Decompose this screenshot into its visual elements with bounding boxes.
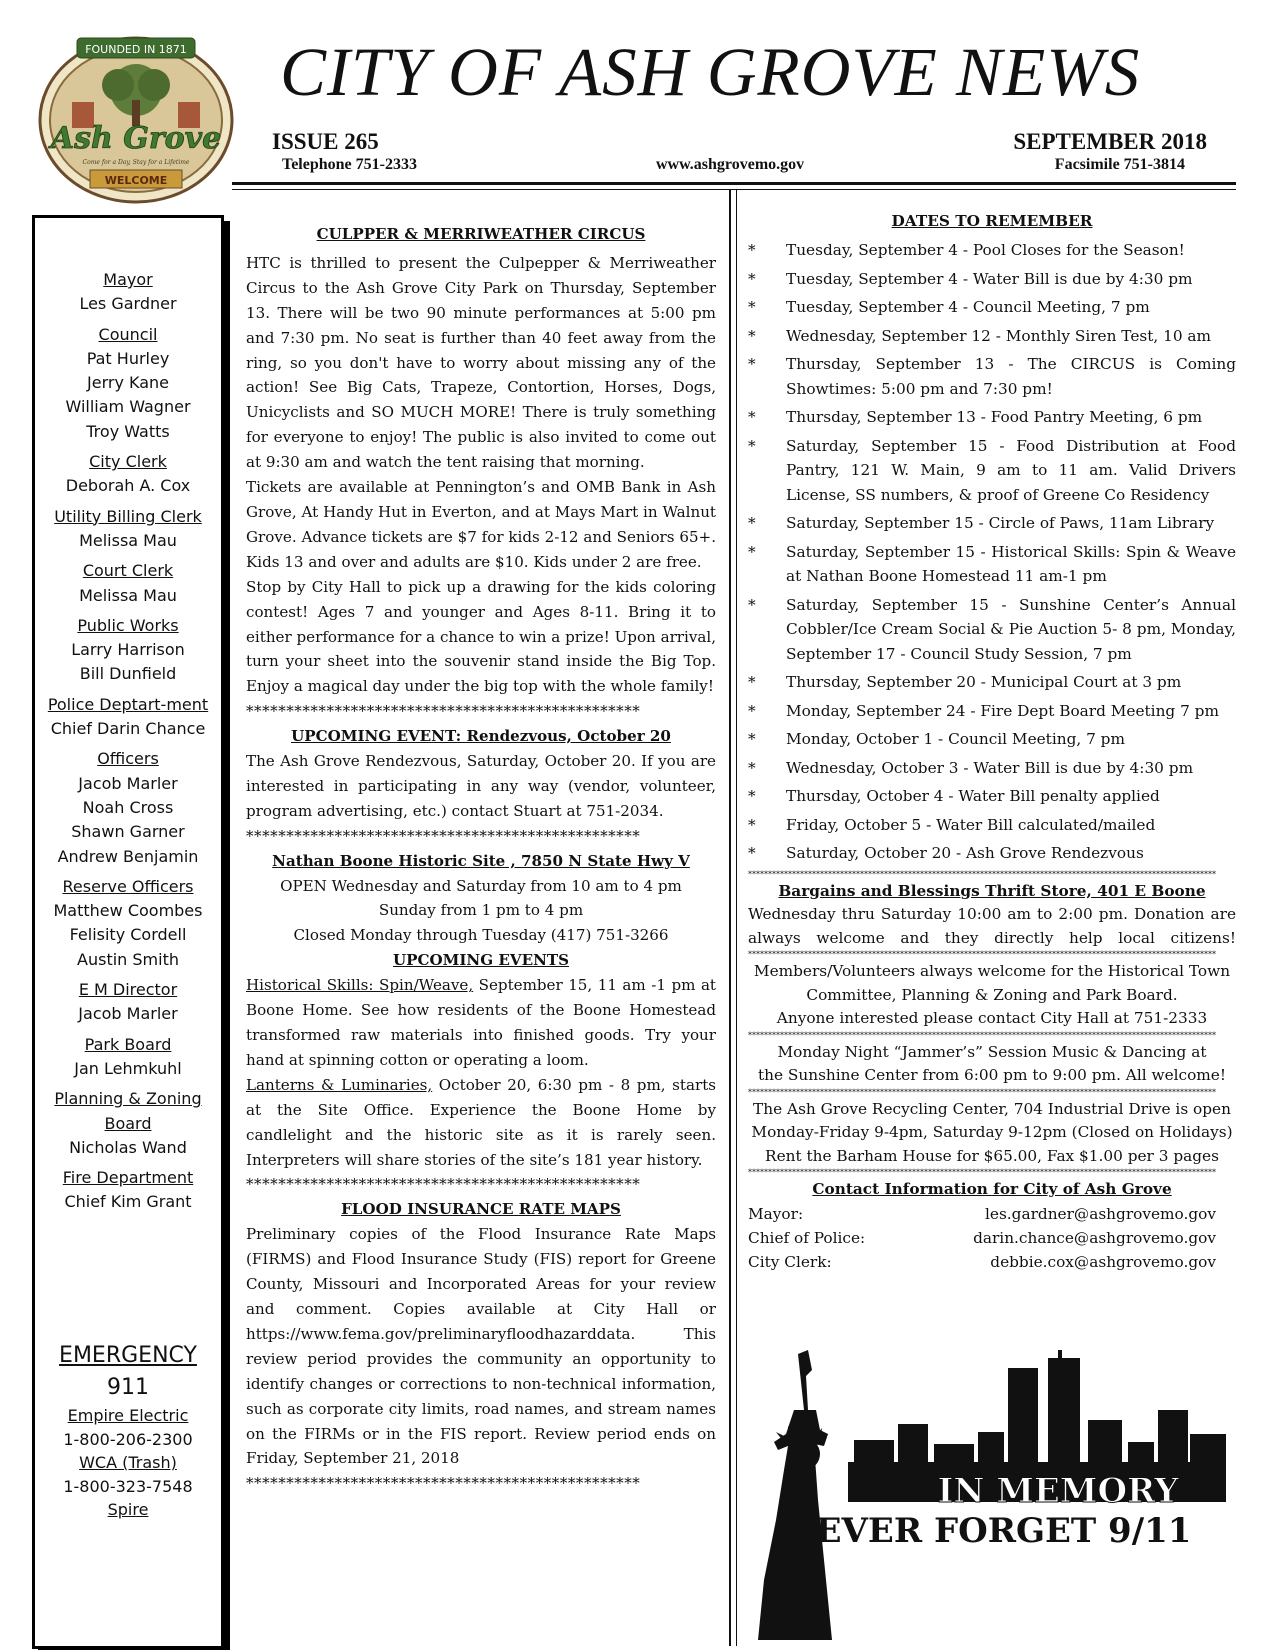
official-name: Noah Cross <box>82 797 174 817</box>
date-text: Saturday, September 15 - Historical Skills: Spin & Weave at Nathan Boone Homestead 11 am-1 pm <box>786 542 1236 585</box>
date-item <box>748 756 1236 781</box>
contact-email-link[interactable]: darin.chance@ashgrovemo.gov <box>973 1228 1216 1247</box>
star-separator: ************************************************* <box>246 826 641 845</box>
official-name: Nicholas Wand <box>69 1137 187 1157</box>
logo-name: Ash Grove <box>50 121 222 156</box>
boone-hours: Closed Monday through Tuesday (417) 751-3266 <box>293 926 669 945</box>
utility-name: Spire <box>107 1500 149 1519</box>
official-name: Andrew Benjamin <box>57 846 199 866</box>
role-title: Park Board <box>84 1034 172 1054</box>
contact-row <box>748 1202 1236 1226</box>
bullet-icon: * <box>748 542 756 561</box>
date-text: Thursday, September 13 - The CIRCUS is Coming Showtimes: 5:00 pm and 7:30 pm! <box>786 355 1236 398</box>
dot-separator: ********************************************************************************************************************* <box>748 1030 1216 1040</box>
volunteers-line: Anyone interested please contact City Hall at 751-2333 <box>776 1009 1208 1027</box>
bullet-icon: * <box>748 844 756 862</box>
event-paragraph <box>246 1073 716 1173</box>
jammers-line: Monday Night “Jammer’s” Session Music & Dancing at <box>777 1042 1207 1061</box>
thrift-heading: Bargains and Blessings Thrift Store, 401 E Boone <box>778 881 1206 900</box>
date-item <box>748 405 1236 430</box>
bullet-icon: * <box>748 673 756 691</box>
event-text: September 15, 11 am -1 pm at Boone Home. See how residents of the Boone Homestead transformed raw materials into finished goods. Try your hand at spinning cotton or operating a loom. <box>246 976 717 1069</box>
issue-number: ISSUE 265 <box>272 129 379 154</box>
bullet-icon: * <box>748 595 756 614</box>
boone-heading: Nathan Boone Historic Site , 7850 N State Hwy V <box>272 851 690 870</box>
date-item <box>748 813 1236 838</box>
role-title: Planning & Zoning Board <box>54 1089 202 1133</box>
dates-heading: DATES TO REMEMBER <box>891 212 1093 230</box>
logo-top-text: FOUNDED IN 1871 <box>85 43 187 56</box>
emergency-number: 911 <box>107 1375 149 1400</box>
event-name: Historical Skills: Spin/Weave, <box>246 976 474 995</box>
star-separator: ************************************************* <box>246 1474 641 1493</box>
website-link[interactable]: www.ashgrovemo.gov <box>656 156 805 173</box>
memorial-line1: IN MEMORY <box>937 1471 1179 1511</box>
official-name: Chief Kim Grant <box>64 1192 192 1212</box>
official-name: Austin Smith <box>77 949 179 969</box>
date-text: Wednesday, September 12 - Monthly Siren Test, 10 am <box>786 326 1212 345</box>
logo-banner: WELCOME <box>104 174 168 187</box>
contact-email-link[interactable]: debbie.cox@ashgrovemo.gov <box>990 1252 1216 1271</box>
date-text: Wednesday, October 3 - Water Bill is due by 4:30 pm <box>786 758 1194 777</box>
upcoming-events-heading: UPCOMING EVENTS <box>392 951 570 970</box>
contact-email-link[interactable]: les.gardner@ashgrovemo.gov <box>985 1204 1216 1223</box>
memorial-line2: NEVER FORGET 9/11 <box>784 1511 1192 1551</box>
dot-separator: ********************************************************************************************************************* <box>748 1087 1216 1097</box>
rendezvous-body: The Ash Grove Rendezvous, Saturday, October 20. If you are interested in participating in any way (vendor, volunteer, program advertising, etc.) contact Stuart at 751-2034. <box>246 752 716 820</box>
date-item <box>748 784 1236 809</box>
date-text: Saturday, October 20 - Ash Grove Rendezvous <box>786 844 1144 862</box>
dot-separator: ********************************************************************************************************************* <box>748 869 1216 879</box>
contact-row <box>748 1226 1236 1250</box>
bullet-icon: * <box>748 787 756 805</box>
date-item <box>748 699 1236 724</box>
role-title: Police Deptart-ment <box>47 694 209 714</box>
official-name: Bill Dunfield <box>79 664 177 684</box>
date-text: Tuesday, September 4 - Water Bill is due by 4:30 pm <box>786 269 1193 288</box>
date-text: Tuesday, September 4 - Council Meeting, 7 pm <box>786 298 1150 316</box>
date-text: Thursday, September 20 - Municipal Court at 3 pm <box>786 673 1182 691</box>
official-name: Pat Hurley <box>86 348 170 368</box>
issue-date: SEPTEMBER 2018 <box>1013 129 1207 154</box>
telephone: Telephone 751-2333 <box>282 156 417 173</box>
date-item <box>748 540 1236 589</box>
statue-of-liberty-icon <box>758 1350 832 1640</box>
bullet-icon: * <box>748 514 756 532</box>
star-separator: ************************************************* <box>246 702 641 721</box>
city-logo <box>32 30 240 204</box>
flood-heading: FLOOD INSURANCE RATE MAPS <box>341 1200 621 1219</box>
emergency-label: EMERGENCY <box>59 1343 197 1368</box>
header-rule-thin <box>232 189 1236 190</box>
role-title: Court Clerk <box>82 561 174 581</box>
star-separator: ************************************************* <box>246 1175 641 1194</box>
emergency-box <box>35 1340 221 1522</box>
date-text: Friday, October 5 - Water Bill calculated/mailed <box>786 815 1156 834</box>
volunteers-line: Members/Volunteers always welcome for the Historical Town <box>753 962 1231 980</box>
role-title: Utility Billing Clerk <box>54 506 202 526</box>
recycling-line: Rent the Barham House for $65.00, Fax $1.00 per 3 pages <box>765 1146 1219 1165</box>
date-text: Saturday, September 15 - Food Distribution at Food Pantry, 121 W. Main, 9 am to 11 am. Valid Drivers License, SS numbers, & proof of Greene Co Residency <box>786 436 1236 504</box>
official-name: Deborah A. Cox <box>65 476 191 496</box>
date-text: Monday, September 24 - Fire Dept Board Meeting 7 pm <box>786 701 1219 720</box>
circus-paragraph: Tickets are available at Pennington’s and OMB Bank in Ash Grove, At Handy Hut in Everton, and at Mays Mart in Walnut Grove. Advance tickets are $7 for kids 2-12 and Seniors 65+. Kids 13 and over and adults are $10. Kids under 2 are free. <box>246 478 716 571</box>
contact-role: Chief of Police: <box>748 1228 866 1247</box>
recycling-line: Monday-Friday 9-4pm, Saturday 9-12pm (Closed on Holidays) <box>751 1123 1233 1141</box>
role-title: Council <box>98 324 158 344</box>
bullet-icon: * <box>748 436 756 455</box>
dot-separator: ********************************************************************************************************************* <box>748 950 1216 959</box>
official-name: Jacob Marler <box>78 773 178 793</box>
utility-phone: 1-800-206-2300 <box>63 1429 193 1449</box>
thrift-body: Wednesday thru Saturday 10:00 am to 2:00 pm. Donation are always welcome and they directly help local citizens! <box>748 905 1236 947</box>
official-name: Jerry Kane <box>87 373 169 393</box>
date-item <box>748 670 1236 695</box>
bullet-icon: * <box>748 355 756 373</box>
contact-role: City Clerk: <box>748 1252 832 1271</box>
bullet-icon: * <box>748 241 756 259</box>
official-name: William Wagner <box>65 397 191 417</box>
bullet-icon: * <box>748 408 756 426</box>
column-divider <box>729 190 731 1646</box>
bullet-icon: * <box>748 815 756 834</box>
jammers-line: the Sunshine Center from 6:00 pm to 9:00 pm. All welcome! <box>757 1066 1227 1084</box>
official-name: Troy Watts <box>86 421 170 441</box>
date-text: Monday, October 1 - Council Meeting, 7 pm <box>786 730 1125 748</box>
date-item <box>748 434 1236 508</box>
boone-hours: OPEN Wednesday and Saturday from 10 am to 4 pm <box>280 876 682 895</box>
role-title: E M Director <box>78 980 178 1000</box>
role-title: Mayor <box>103 270 153 289</box>
role-title: Public Works <box>77 615 179 635</box>
official-name: Melissa Mau <box>79 530 177 550</box>
event-paragraph <box>246 973 716 1073</box>
official-name: Chief Darin Chance <box>50 719 206 739</box>
official-name: Matthew Coombes <box>53 901 203 921</box>
newsletter-title: CITY OF ASH GROVE NEWS <box>280 34 1141 110</box>
bullet-icon: * <box>748 758 756 777</box>
logo-motto: Come for a Day, Stay for a Lifetime <box>82 159 190 166</box>
bullet-icon: * <box>748 298 756 316</box>
contact-row <box>748 1250 1236 1274</box>
circus-heading: CULPPER & MERRIWEATHER CIRCUS <box>316 225 646 243</box>
column-divider-thin <box>736 190 737 1646</box>
sidebar-directory <box>32 215 224 1649</box>
role-title: Reserve Officers <box>62 876 194 896</box>
date-text: Saturday, September 15 - Circle of Paws, 11am Library <box>786 514 1215 532</box>
official-name: Felisity Cordell <box>69 925 187 945</box>
dates-list <box>748 238 1236 866</box>
date-item <box>748 841 1236 866</box>
utility-name: WCA (Trash) <box>79 1453 177 1472</box>
official-name: Larry Harrison <box>71 640 185 660</box>
date-text: Saturday, September 15 - Sunshine Center’s Annual Cobbler/Ice Cream Social & Pie Auction 5- 8 pm, Monday, September 17 - Council Study Session, 7 pm <box>786 595 1236 663</box>
officials-list <box>35 268 221 1215</box>
facsimile: Facsimile 751-3814 <box>1054 156 1185 173</box>
date-text: Thursday, September 13 - Food Pantry Meeting, 6 pm <box>786 408 1203 426</box>
date-text: Tuesday, September 4 - Pool Closes for the Season! <box>786 241 1185 259</box>
memorial-graphic <box>758 1350 1226 1640</box>
circus-paragraph: HTC is thrilled to present the Culpepper & Merriweather Circus to the Ash Grove City Park on Thursday, September 13. There will be two 90 minute performances at 5:00 pm and 7:30 pm. No seat is further than 40 feet away from the ring, so you don't have to worry about missing any of the action! See Big Cats, Trapeze, Contortion, Horses, Dogs, Unicyclists and SO MUCH MORE! There is truly something for everyone to enjoy! The public is also invited to come out at 9:30 am and watch the tent raising that morning. <box>246 253 716 472</box>
official-name: Shawn Garner <box>71 822 185 842</box>
date-item <box>748 352 1236 401</box>
role-title: City Clerk <box>89 452 167 472</box>
date-item <box>748 267 1236 292</box>
contacts-heading: Contact Information for City of Ash Grove <box>812 1180 1172 1198</box>
utility-name: Empire Electric <box>67 1406 189 1425</box>
contact-role: Mayor: <box>748 1204 804 1223</box>
official-name: Jan Lehmkuhl <box>74 1058 182 1078</box>
circus-paragraph: Stop by City Hall to pick up a drawing for the kids coloring contest! Ages 7 and younger and Ages 8-11. Bring it to either performance for a chance to win a prize! Upon arrival, turn your sheet into the souvenir stand inside the Big Top. Enjoy a magical day under the big top with the whole family! <box>246 577 716 696</box>
bullet-icon: * <box>748 730 756 748</box>
date-item <box>748 727 1236 752</box>
right-column <box>748 210 1236 1274</box>
event-name: Lanterns & Luminaries, <box>246 1075 433 1094</box>
role-title: Fire Department <box>62 1168 194 1188</box>
recycling-line: The Ash Grove Recycling Center, 704 Industrial Drive is open <box>753 1099 1231 1118</box>
date-item <box>748 238 1236 263</box>
utility-phone: 1-800-323-7548 <box>63 1476 193 1496</box>
date-text: Thursday, October 4 - Water Bill penalty applied <box>786 787 1160 805</box>
bullet-icon: * <box>748 269 756 288</box>
date-item <box>748 593 1236 667</box>
official-name: Les Gardner <box>79 294 177 314</box>
date-item <box>748 324 1236 349</box>
volunteers-line: Committee, Planning & Zoning and Park Board. <box>806 985 1178 1004</box>
boone-hours: Sunday from 1 pm to 4 pm <box>378 901 584 920</box>
official-name: Melissa Mau <box>79 585 177 605</box>
dot-separator: ********************************************************************************************************************* <box>748 1168 1216 1177</box>
rendezvous-heading: UPCOMING EVENT: Rendezvous, October 20 <box>291 727 671 746</box>
event-text: October 20, 6:30 pm - 8 pm, starts at the Site Office. Experience the Boone Home by candlelight and the historic site as it is rarely seen. Interpreters will share stories of the site’s 181 year history. <box>246 1075 717 1169</box>
date-item <box>748 511 1236 536</box>
header-rule-thick <box>232 182 1236 185</box>
bullet-icon: * <box>748 326 756 345</box>
date-item <box>748 295 1236 320</box>
role-title: Officers <box>97 749 159 769</box>
official-name: Jacob Marler <box>78 1004 178 1024</box>
flood-body: Preliminary copies of the Flood Insurance Rate Maps (FIRMS) and Flood Insurance Study (FIS) report for Greene County, Missouri and Incorporated Areas for your review and comment. Copies available at City Hall or https://www.fema.gov/preliminaryfloodhazarddata. This review period provides the community an opportunity to identify changes or corrections to non-technical information, such as corporate city limits, road names, and stream names on the FIRMs or in the FIS report. Review period ends on Friday, September 21, 2018 <box>246 1225 716 1468</box>
bullet-icon: * <box>748 701 756 720</box>
main-column <box>246 222 716 1496</box>
